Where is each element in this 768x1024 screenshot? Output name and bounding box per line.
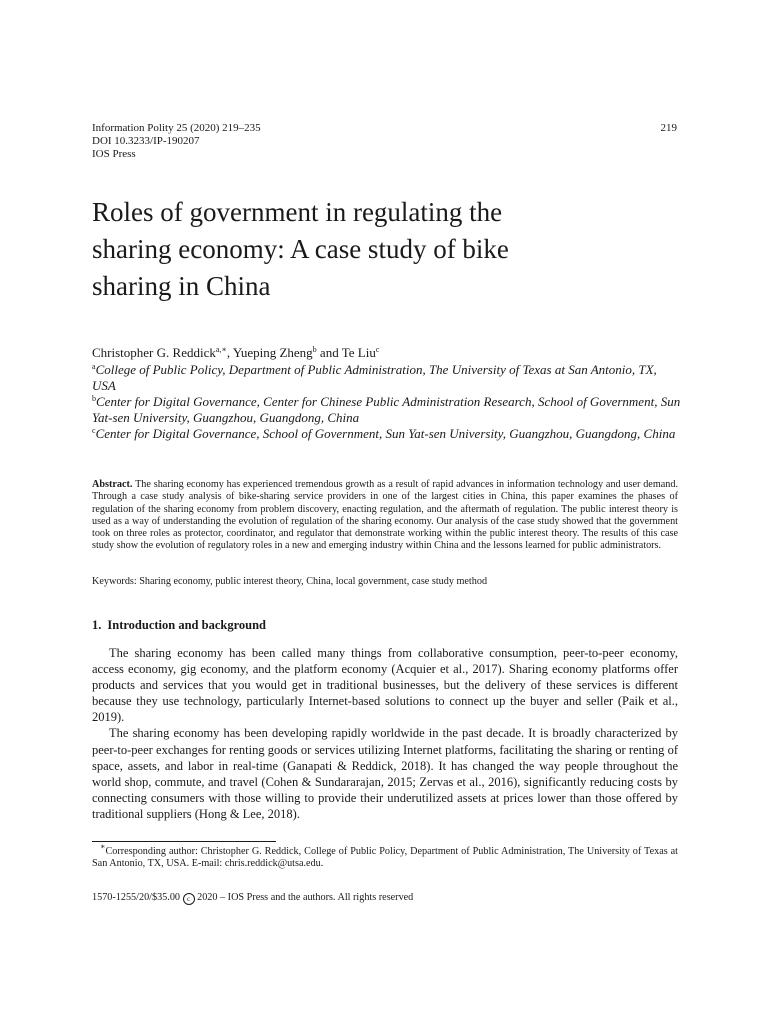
copyright-icon: c — [183, 893, 195, 905]
author-affiliation-mark: c — [375, 345, 380, 354]
abstract-text: The sharing economy has experienced tremendous growth as a result of rapid advances in information technology and user demand. Through a case study analysis of bike-sharing service providers in one of the largest cities in China, this paper examines the phases of regulation of the sharing economy from problem discovery, enacting regulation, and the aftermath of regulation. The public interest theory is used as a way of understanding the evolution of regulation of the sharing economy. Our analysis of the case study showed that the government took on three roles as protector, coordinator, and regulator that demonstrate working within the public interest theory. The results of this case study show the evolution of regulatory roles in a new and emerging industry within China and the lessons learned for public administrators. — [92, 479, 678, 552]
author-separator: and — [316, 345, 342, 360]
section-heading — [92, 618, 266, 633]
issn-price: 1570-1255/20/$35.00 — [92, 892, 183, 903]
keywords: Keywords: Sharing economy, public interest theory, China, local government, case study method — [92, 576, 488, 587]
author-name: Christopher G. Reddick — [92, 345, 216, 360]
paragraph: The sharing economy has been developing rapidly worldwide in the past decade. It is broadly characterized by peer-to-peer exchanges for renting goods or services utilizing Internet platforms, facilitating the sharing or renting of space, assets, and labor in real-time (Ganapati & Reddick, 2018). It has changed the way people throughout the world shop, commute, and travel (Cohen & Sundararajan, 2015; Zervas et al., 2016), significantly reducing costs by connecting consumers with those willing to provide their underutilized assets at prices lower than those offered by traditional suppliers (Hong & Lee, 2018). — [92, 726, 678, 821]
title-line-3: sharing in China — [92, 271, 271, 301]
journal-header — [92, 122, 261, 161]
affiliation-mark: c — [92, 426, 96, 435]
copyright-line — [92, 892, 413, 905]
copyright-text: 2020 – IOS Press and the authors. All rights reserved — [194, 892, 414, 903]
affiliation — [92, 394, 682, 426]
section-title: Introduction and background — [107, 618, 266, 632]
affiliation-mark: a — [92, 362, 96, 371]
footnote-mark: ∗ — [100, 842, 106, 851]
footnote — [92, 842, 678, 871]
doi-line: DOI 10.3233/IP-190207 — [92, 135, 200, 147]
publisher-line: IOS Press — [92, 148, 136, 160]
title-line-1: Roles of government in regulating the — [92, 197, 503, 227]
affiliation — [92, 362, 682, 394]
paper-title — [92, 194, 692, 305]
author-affiliation-mark: b — [312, 345, 317, 354]
journal-citation: Information Polity 25 (2020) 219–235 — [92, 122, 261, 134]
author-name: Te Liu — [341, 345, 376, 360]
footnote-rule — [92, 841, 276, 842]
affiliation-text: Center for Digital Governance, Center for Chinese Public Administration Research, School of Government, Sun Yat-sen University, Guangzhou, Guangdong, China — [92, 394, 681, 425]
footnote-text: Corresponding author: Christopher G. Reddick, College of Public Policy, Department of Public Administration, The University of Texas at San Antonio, TX, USA. E-mail: chris.reddick@utsa.edu. — [92, 846, 678, 870]
title-line-2: sharing economy: A case study of bike — [92, 234, 509, 264]
affiliation-text: College of Public Policy, Department of Public Administration, The University of Texas at San Antonio, TX, USA — [92, 362, 657, 393]
abstract-label: Abstract. — [92, 479, 133, 490]
author-list — [92, 345, 379, 361]
paragraph: The sharing economy has been called many things from collaborative consumption, peer-to-peer economy, access economy, gig economy, and the platform economy (Acquier et al., 2017). Sharing economy platforms offer products and services that you would get in traditional businesses, but the delivery of these services is different because they use technology, particularly Internet-based solutions to connect up the buyer and seller (Paik et al., 2019). — [92, 646, 678, 725]
affiliation-mark: b — [92, 394, 96, 403]
author-separator: , — [226, 345, 233, 360]
section-number: 1. — [92, 618, 102, 632]
affiliation-text: Center for Digital Governance, School of Government, Sun Yat-sen University, Guangzhou, Guangdong, China — [95, 426, 676, 441]
author-name: Yueping Zheng — [232, 345, 313, 360]
affiliation — [92, 426, 682, 442]
abstract — [92, 479, 678, 553]
affiliation-list — [92, 362, 682, 442]
page-number: 219 — [660, 122, 677, 134]
body-text — [92, 645, 678, 822]
author-affiliation-mark: a,∗ — [215, 345, 227, 354]
